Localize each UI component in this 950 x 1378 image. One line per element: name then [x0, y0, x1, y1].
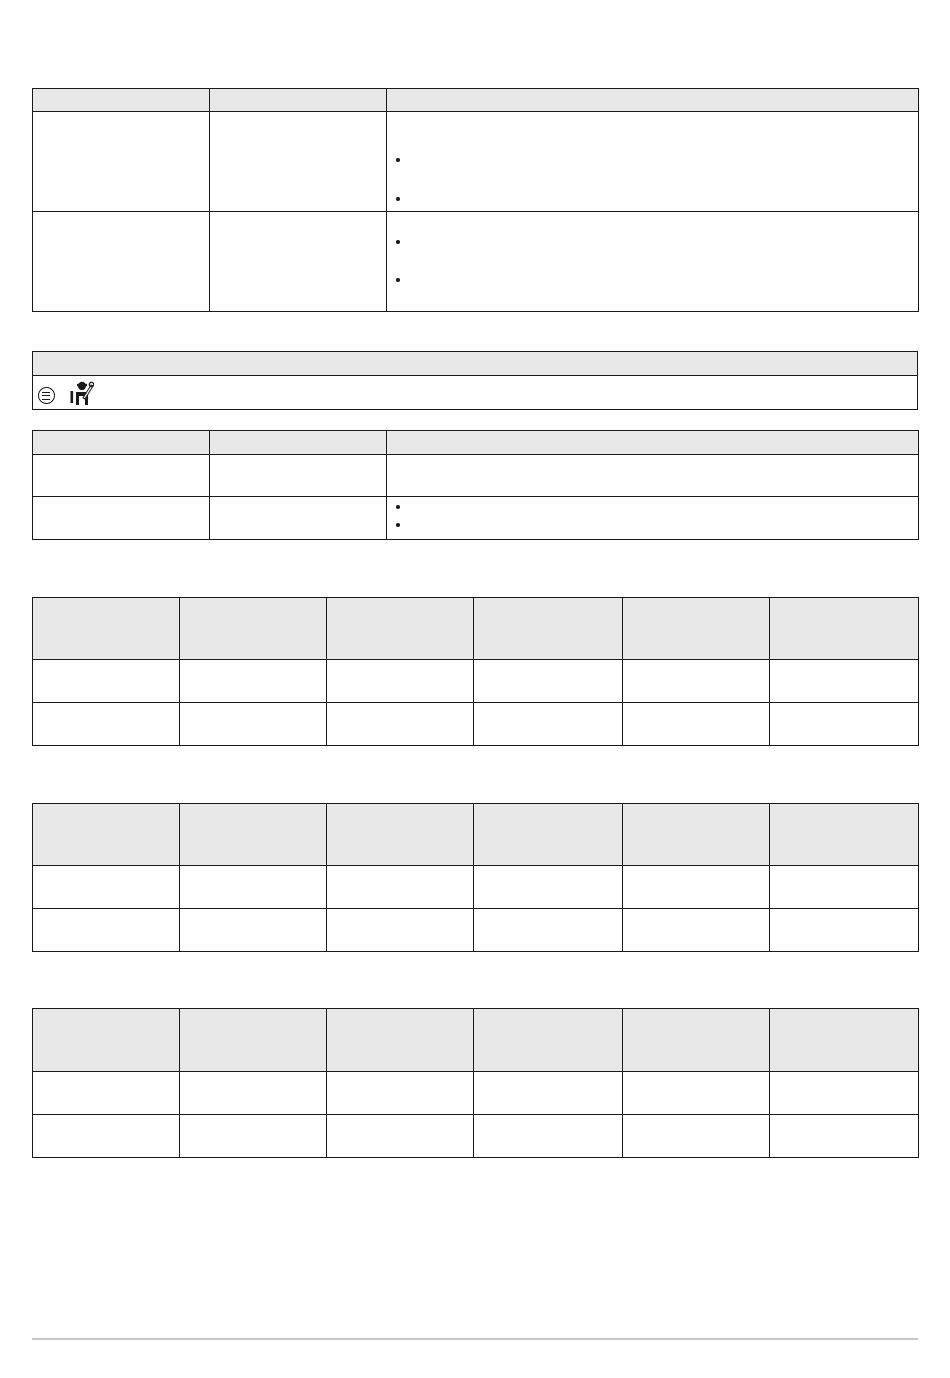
bullet-marker: [396, 505, 400, 509]
bullet-marker: [396, 240, 400, 244]
table-1: [32, 88, 918, 312]
menu-path-box: [32, 351, 918, 410]
table-1-header-cell: [210, 89, 387, 112]
table-1-header: [33, 89, 919, 112]
footer-rule: [32, 1338, 918, 1340]
table-4-header: [33, 804, 919, 866]
table-row: [33, 497, 919, 540]
table-3: [32, 597, 918, 746]
menu-list-icon: [38, 387, 55, 404]
service-technician-icon: [70, 381, 94, 405]
table-5-header: [33, 1009, 919, 1072]
menu-path-row: [33, 376, 918, 410]
table-4: [32, 803, 918, 952]
table-1-header-cell: [33, 89, 210, 112]
bullet-marker: [396, 278, 400, 282]
bullet-marker: [396, 523, 400, 527]
table-row: [33, 866, 919, 909]
table-row: [33, 1072, 919, 1115]
table-row: [33, 455, 919, 497]
table-row: [33, 1115, 919, 1158]
table-row: [33, 660, 919, 703]
bullet-marker: [396, 158, 400, 162]
table-2: [32, 430, 918, 540]
table-3-header: [33, 598, 919, 660]
table-row: [33, 909, 919, 952]
menu-path-header: [33, 352, 918, 376]
table-2-header: [33, 431, 919, 455]
bullet-marker: [396, 197, 400, 201]
table-row: [33, 212, 919, 312]
table-row: [33, 703, 919, 746]
table-row: [33, 112, 919, 212]
table-1-header-cell: [387, 89, 919, 112]
table-5: [32, 1008, 918, 1158]
